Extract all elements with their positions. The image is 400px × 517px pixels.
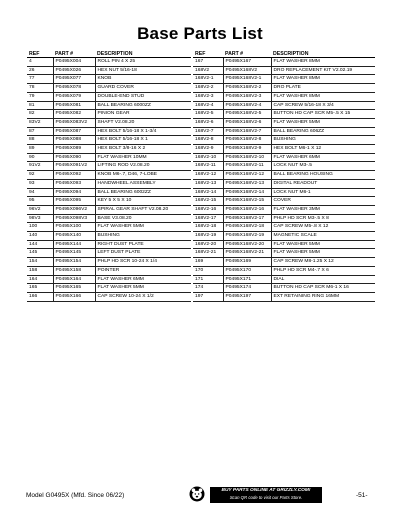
table-row <box>27 101 191 110</box>
table-row <box>27 292 191 301</box>
ref-cell: 79 <box>27 92 53 101</box>
description-cell: FLAT WASHER 5MM <box>95 223 191 232</box>
description-cell: ROLL PIN 4 X 25 <box>95 58 191 67</box>
description-cell: FLAT WASHER 8MM <box>271 58 375 67</box>
table-row <box>193 292 375 301</box>
table-row <box>27 223 191 232</box>
description-cell: DOUBLE-END STUD <box>95 92 191 101</box>
table-row <box>193 75 375 84</box>
table-row <box>27 197 191 206</box>
description-cell: BALL BEARING 606ZZ <box>271 127 375 136</box>
table-row <box>27 188 191 197</box>
table-row <box>193 275 375 284</box>
footer-model-text: Model G0495X (Mfd. Since 06/22) <box>26 492 125 499</box>
table-row <box>193 214 375 223</box>
description-cell: FLAT WASHER 5MM <box>271 249 375 258</box>
part-number-cell: P0495X004 <box>53 58 95 67</box>
ref-cell: 174 <box>193 284 223 293</box>
table-row <box>27 171 191 180</box>
description-cell: HEX NUT 5/16-18 <box>95 66 191 75</box>
ref-cell: 168V2-6 <box>193 118 223 127</box>
ref-cell: 168V2-17 <box>193 214 223 223</box>
ref-cell: 166 <box>27 292 53 301</box>
table-row <box>193 145 375 154</box>
description-cell: BALL BEARING HOUSING <box>271 171 375 180</box>
table-row <box>193 92 375 101</box>
description-cell: CAP SCREW 5/16-18 X 3/4 <box>271 101 375 110</box>
part-number-cell: P0495X078 <box>53 84 95 93</box>
table-row <box>193 266 375 275</box>
parts-table-left <box>27 51 191 302</box>
ref-cell: 168V2-7 <box>193 127 223 136</box>
table-row <box>193 171 375 180</box>
part-number-cell: P0495X140 <box>53 232 95 241</box>
description-cell: LOCK NUT M3-.5 <box>271 162 375 171</box>
ref-cell: 164 <box>27 275 53 284</box>
table-row <box>27 153 191 162</box>
description-cell: KEY 5 X 5 X 10 <box>95 197 191 206</box>
description-cell: BALL BEARING 6000ZZ <box>95 101 191 110</box>
part-number-cell: P0495X100 <box>53 223 95 232</box>
part-number-cell: P0495X082 <box>53 110 95 119</box>
part-number-cell: P0495X095 <box>53 197 95 206</box>
ref-cell: 171 <box>193 275 223 284</box>
ref-cell: 89 <box>27 145 53 154</box>
header-part: PART # <box>53 51 95 58</box>
ref-cell: 100 <box>27 223 53 232</box>
table-row <box>27 249 191 258</box>
banner-headline: BUY PARTS ONLINE AT GRIZZLY.COM! <box>221 488 311 493</box>
description-cell: LEFT DUST PLATE <box>95 249 191 258</box>
ref-cell: 26 <box>27 66 53 75</box>
ref-cell: 168V2-12 <box>193 171 223 180</box>
description-cell: FLAT WASHER 10MM <box>95 153 191 162</box>
ref-cell: 168V2-10 <box>193 153 223 162</box>
table-row <box>27 75 191 84</box>
table-row <box>193 118 375 127</box>
description-cell: PHLP HD SCR M3-.5 X 8 <box>271 214 375 223</box>
parts-table-right <box>193 51 375 302</box>
description-cell: FLAT WASHER 8MM <box>271 92 375 101</box>
part-number-cell: P0495X081 <box>53 101 95 110</box>
table-row <box>27 258 191 267</box>
description-cell: CAP SCREW M8-1.25 X 12 <box>271 258 375 267</box>
banner-subline: Scan QR code to visit our Parts Store. <box>229 495 303 500</box>
table-row <box>27 118 191 127</box>
ref-cell: 168V2-8 <box>193 136 223 145</box>
parts-table-right-body <box>193 58 375 302</box>
part-number-cell: P0495X158 <box>53 266 95 275</box>
ref-cell: 168V2-2 <box>193 84 223 93</box>
part-number-cell: P0495X164 <box>53 275 95 284</box>
part-number-cell: P0495X168V2-10 <box>223 153 271 162</box>
ref-cell: 91V2 <box>27 162 53 171</box>
part-number-cell: P0495X168V2-17 <box>223 214 271 223</box>
part-number-cell: P0495X168V2-1 <box>223 75 271 84</box>
table-row <box>27 232 191 241</box>
part-number-cell: P0495X168V2-4 <box>223 101 271 110</box>
ref-cell: 154 <box>27 258 53 267</box>
ref-cell: 77 <box>27 75 53 84</box>
part-number-cell: P0495X168V2-19 <box>223 232 271 241</box>
ref-cell: 168V2-16 <box>193 205 223 214</box>
description-cell: BUTTON HD CAP SCR M6-1 X 16 <box>271 284 375 293</box>
ref-cell: 92 <box>27 171 53 180</box>
part-number-cell: P0495X087 <box>53 127 95 136</box>
description-cell: LOCK NUT M6-1 <box>271 188 375 197</box>
table-row <box>193 223 375 232</box>
table-row <box>27 84 191 93</box>
description-cell: KNOB <box>95 75 191 84</box>
ref-cell: 168V2-11 <box>193 162 223 171</box>
part-number-cell: P0495X168V2-13 <box>223 179 271 188</box>
table-row <box>27 58 191 67</box>
ref-cell: 168V2-13 <box>193 179 223 188</box>
header-part: PART # <box>223 51 271 58</box>
description-cell: PINION GEAR <box>95 110 191 119</box>
ref-cell: 168V2-15 <box>193 197 223 206</box>
description-cell: FLAT WASHER 3MM <box>271 205 375 214</box>
part-number-cell: P0495X168V2-3 <box>223 92 271 101</box>
ref-cell: 168V2 <box>193 66 223 75</box>
part-number-cell: P0495X083V2 <box>53 118 95 127</box>
part-number-cell: P0495X079 <box>53 92 95 101</box>
table-row <box>193 84 375 93</box>
description-cell: FLAT WASHER 5MM <box>95 284 191 293</box>
description-cell: FLAT WASHER 5MM <box>271 118 375 127</box>
part-number-cell: P0495X165 <box>53 284 95 293</box>
description-cell: CAP SCREW 10-24 X 1/2 <box>95 292 191 301</box>
ref-cell: 90 <box>27 153 53 162</box>
table-row <box>193 179 375 188</box>
ref-cell: 167 <box>193 58 223 67</box>
ref-cell: 83V2 <box>27 118 53 127</box>
part-number-cell: P0495X090 <box>53 153 95 162</box>
ref-cell: 145 <box>27 249 53 258</box>
part-number-cell: P0495X168V2-15 <box>223 197 271 206</box>
part-number-cell: P0495X096V2 <box>53 205 95 214</box>
ref-cell: 197 <box>193 292 223 301</box>
part-number-cell: P0495X169 <box>223 258 271 267</box>
part-number-cell: P0495X168V2-7 <box>223 127 271 136</box>
part-number-cell: P0495X098V3 <box>53 214 95 223</box>
table-row <box>27 240 191 249</box>
table-row <box>193 197 375 206</box>
part-number-cell: P0495X168V2-21 <box>223 249 271 258</box>
ref-cell: 168V2-9 <box>193 145 223 154</box>
part-number-cell: P0495X092 <box>53 171 95 180</box>
table-row <box>193 136 375 145</box>
description-cell: GUARD COVER <box>95 84 191 93</box>
part-number-cell: P0495X168V2-16 <box>223 205 271 214</box>
part-number-cell: P0495X168V2 <box>223 66 271 75</box>
description-cell: RIGHT DUST PLATE <box>95 240 191 249</box>
part-number-cell: P0495X171 <box>223 275 271 284</box>
description-cell: HEX BOLT 3/8-16 X 2 <box>95 145 191 154</box>
description-cell: PHLP HD SCR M4-.7 X 6 <box>271 266 375 275</box>
description-cell: HEX BOLT 5/16-18 X 1-3/4 <box>95 127 191 136</box>
description-cell: FLAT WASHER 6MM <box>95 275 191 284</box>
table-row <box>193 153 375 162</box>
part-number-cell: P0495X168V2-14 <box>223 188 271 197</box>
part-number-cell: P0495X144 <box>53 240 95 249</box>
table-row <box>193 205 375 214</box>
table-row <box>27 266 191 275</box>
page-title: Base Parts List <box>137 24 263 43</box>
table-row <box>193 284 375 293</box>
table-row <box>27 205 191 214</box>
table-row <box>193 232 375 241</box>
ref-cell: 82 <box>27 110 53 119</box>
description-cell: FLAT WASHER 6MM <box>271 153 375 162</box>
description-cell: FLAT WASHER 8MM <box>271 75 375 84</box>
ref-cell: 140 <box>27 232 53 241</box>
ref-cell: 4 <box>27 58 53 67</box>
description-cell: POINTER <box>95 266 191 275</box>
description-cell: KNOB M6-.7, D46, 7-LOBE <box>95 171 191 180</box>
ref-cell: 87 <box>27 127 53 136</box>
table-row <box>27 284 191 293</box>
ref-cell: 94 <box>27 188 53 197</box>
part-number-cell: P0495X168V2-18 <box>223 223 271 232</box>
ref-cell: 168V2-1 <box>193 75 223 84</box>
table-row <box>27 275 191 284</box>
description-cell: HEX BOLT 5/16-18 X 1 <box>95 136 191 145</box>
header-description: DESCRIPTION <box>95 51 191 58</box>
ref-cell: 168V2-3 <box>193 92 223 101</box>
table-row <box>27 66 191 75</box>
table-row <box>27 214 191 223</box>
description-cell: HEX BOLT M6-1 X 12 <box>271 145 375 154</box>
ref-cell: 98V3 <box>27 214 53 223</box>
description-cell: FLAT WASHER 5MM <box>271 240 375 249</box>
part-number-cell: P0495X089 <box>53 145 95 154</box>
table-row <box>27 179 191 188</box>
description-cell: DIGITAL READOUT <box>271 179 375 188</box>
part-number-cell: P0495X077 <box>53 75 95 84</box>
description-cell: MAGNETIC SCALE <box>271 232 375 241</box>
ref-cell: 168V2-20 <box>193 240 223 249</box>
table-row <box>193 240 375 249</box>
description-cell: BASE V3.08.20 <box>95 214 191 223</box>
ref-cell: 158 <box>27 266 53 275</box>
ref-cell: 168V2-14 <box>193 188 223 197</box>
table-row <box>27 92 191 101</box>
part-number-cell: P0495X170 <box>223 266 271 275</box>
description-cell: EXT RETAINING RING 16MM <box>271 292 375 301</box>
table-row <box>193 162 375 171</box>
description-cell: BUSHING <box>95 232 191 241</box>
ref-cell: 96V2 <box>27 205 53 214</box>
part-number-cell: P0495X154 <box>53 258 95 267</box>
part-number-cell: P0495X026 <box>53 66 95 75</box>
description-cell: DIAL <box>271 275 375 284</box>
part-number-cell: P0495X168V2-9 <box>223 145 271 154</box>
part-number-cell: P0495X168V2-12 <box>223 171 271 180</box>
parts-table-left-body <box>27 58 191 302</box>
part-number-cell: P0495X167 <box>223 58 271 67</box>
table-row <box>193 258 375 267</box>
part-number-cell: P0495X145 <box>53 249 95 258</box>
page-number: -51- <box>356 492 368 499</box>
part-number-cell: P0495X197 <box>223 292 271 301</box>
description-cell: DRO REPLACEMENT KIT V2.02.19 <box>271 66 375 75</box>
table-row <box>193 66 375 75</box>
part-number-cell: P0495X174 <box>223 284 271 293</box>
part-number-cell: P0495X093 <box>53 179 95 188</box>
description-cell: LIFTING ROD V2.08.20 <box>95 162 191 171</box>
description-cell: DRO PLATE <box>271 84 375 93</box>
table-row <box>27 127 191 136</box>
ref-cell: 81 <box>27 101 53 110</box>
ref-cell: 169 <box>193 258 223 267</box>
description-cell: SHAFT V2.08.20 <box>95 118 191 127</box>
ref-cell: 165 <box>27 284 53 293</box>
part-number-cell: P0495X088 <box>53 136 95 145</box>
table-row <box>193 110 375 119</box>
grizzly-bear-logo <box>189 486 205 502</box>
parts-online-banner[interactable] <box>210 487 322 503</box>
table-row <box>193 127 375 136</box>
table-row <box>193 188 375 197</box>
description-cell: BUSHING <box>271 136 375 145</box>
table-row <box>27 162 191 171</box>
header-description: DESCRIPTION <box>271 51 375 58</box>
table-row <box>27 110 191 119</box>
ref-cell: 78 <box>27 84 53 93</box>
part-number-cell: P0495X168V2-2 <box>223 84 271 93</box>
ref-cell: 168V2-21 <box>193 249 223 258</box>
ref-cell: 93 <box>27 179 53 188</box>
table-row <box>27 136 191 145</box>
part-number-cell: P0495X168V2-20 <box>223 240 271 249</box>
table-row <box>27 145 191 154</box>
description-cell: PHLP HD SCR 10-24 X 1/4 <box>95 258 191 267</box>
ref-cell: 168V2-19 <box>193 232 223 241</box>
part-number-cell: P0495X094 <box>53 188 95 197</box>
ref-cell: 170 <box>193 266 223 275</box>
description-cell: HANDWHEEL ASSEMBLY <box>95 179 191 188</box>
description-cell: BALL BEARING 6002ZZ <box>95 188 191 197</box>
part-number-cell: P0495X091V2 <box>53 162 95 171</box>
ref-cell: 95 <box>27 197 53 206</box>
description-cell: SPIRAL GEAR SHAFT V2.08.20 <box>95 205 191 214</box>
ref-cell: 168V2-5 <box>193 110 223 119</box>
header-ref: REF <box>193 51 223 58</box>
ref-cell: 168V2-4 <box>193 101 223 110</box>
part-number-cell: P0495X166 <box>53 292 95 301</box>
part-number-cell: P0495X168V2-8 <box>223 136 271 145</box>
part-number-cell: P0495X168V2-11 <box>223 162 271 171</box>
description-cell: BUTTON HD CAP SCR M5-.5 X 15 <box>271 110 375 119</box>
part-number-cell: P0495X168V2-6 <box>223 118 271 127</box>
header-ref: REF <box>27 51 53 58</box>
ref-cell: 168V2-18 <box>193 223 223 232</box>
description-cell: COVER <box>271 197 375 206</box>
ref-cell: 88 <box>27 136 53 145</box>
ref-cell: 144 <box>27 240 53 249</box>
table-row <box>193 101 375 110</box>
table-row <box>193 249 375 258</box>
table-row <box>193 58 375 67</box>
part-number-cell: P0495X168V2-5 <box>223 110 271 119</box>
description-cell: CAP SCREW M5-.8 X 12 <box>271 223 375 232</box>
